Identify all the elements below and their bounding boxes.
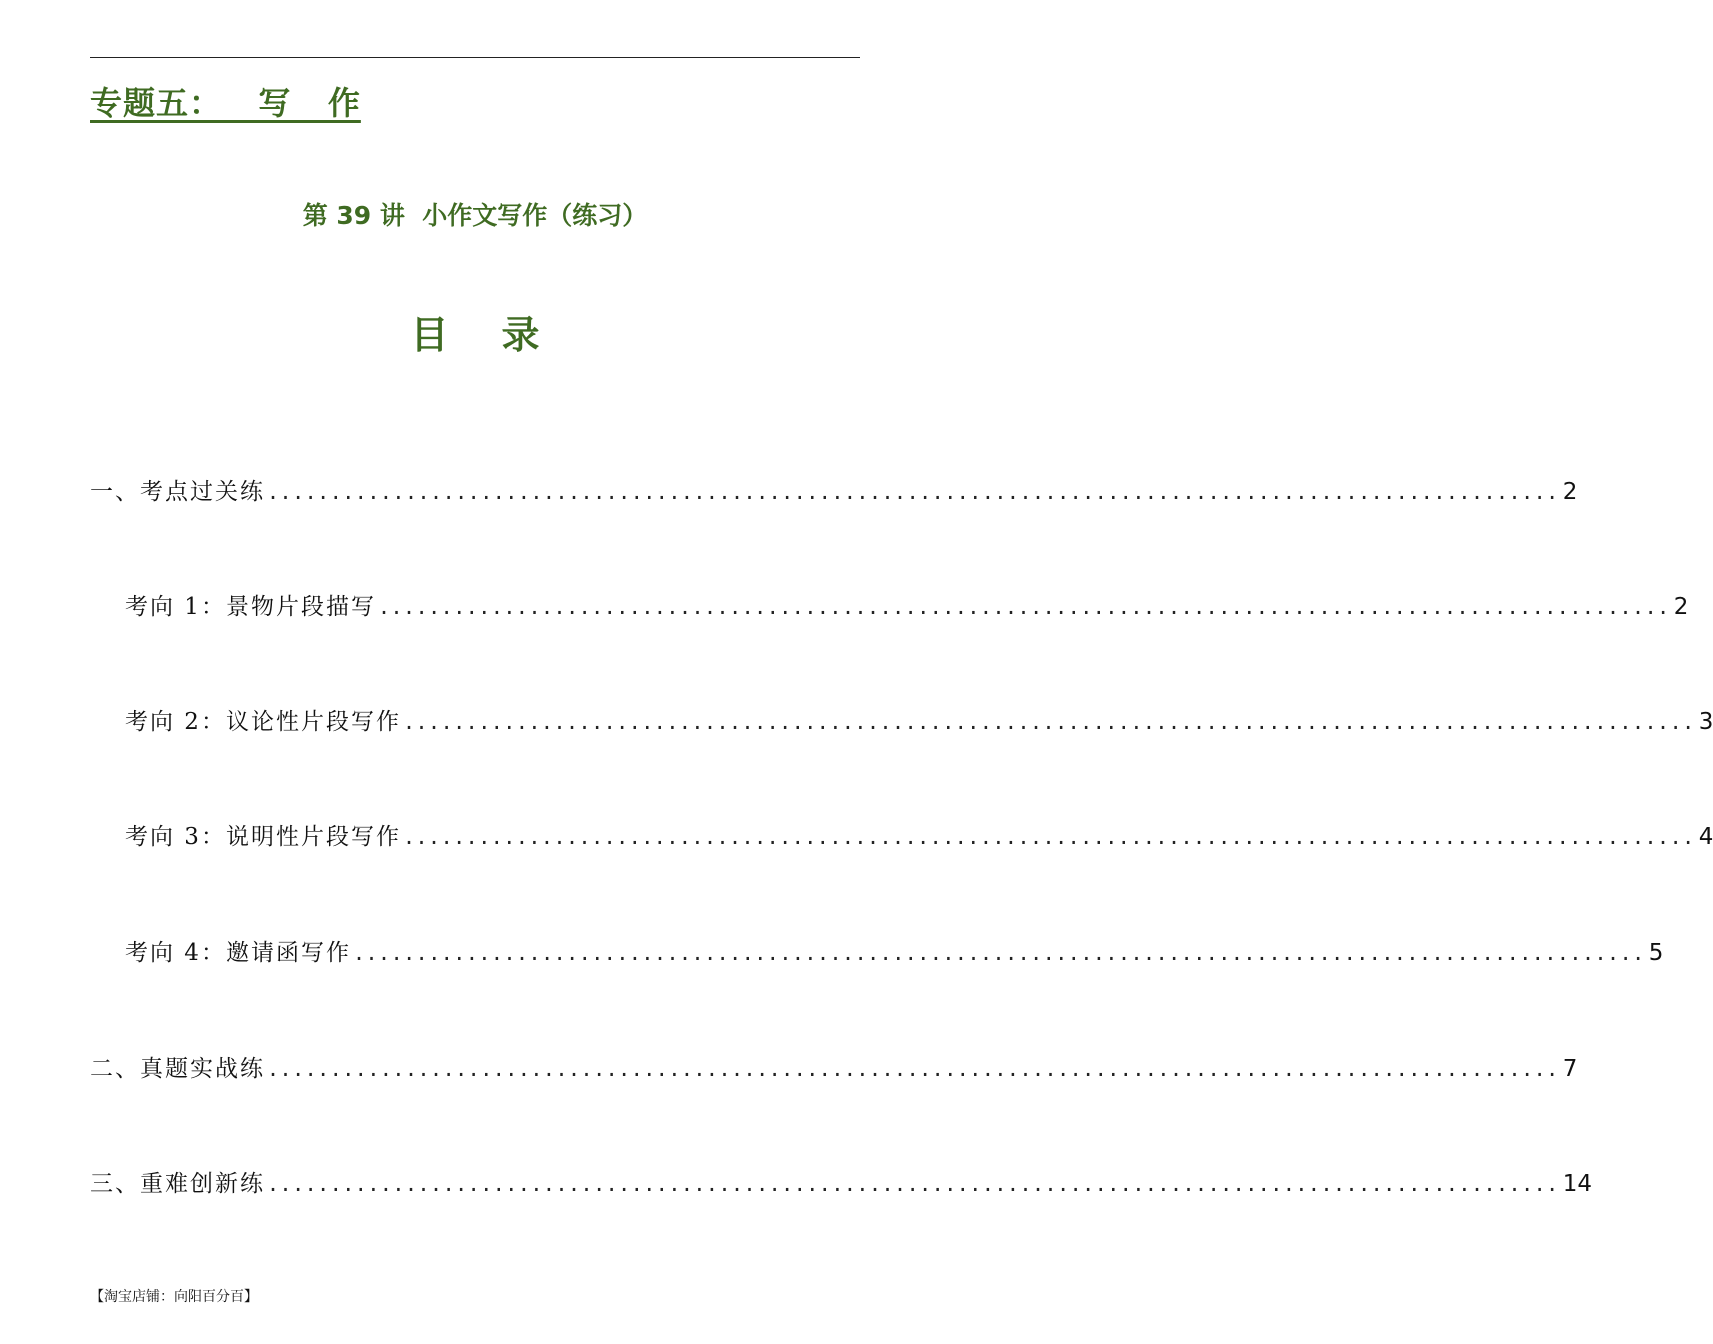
toc-entry-label: 考向 3：说明性片段写作: [125, 824, 401, 850]
toc-entry[interactable]: [125, 592, 1689, 622]
toc-entry-label: 三、重难创新练: [90, 1171, 265, 1197]
toc-heading: 目 录: [410, 312, 540, 357]
toc-entry[interactable]: [90, 477, 1578, 507]
toc-dot-leader: .......................................................................................................: [267, 480, 1559, 504]
toc-entry-page: 14: [1562, 1171, 1593, 1197]
toc-entry-page: 4: [1698, 824, 1713, 850]
toc-dot-leader: .......................................................................................................: [402, 825, 1695, 849]
toc-entry-page: 2: [1673, 594, 1689, 620]
toc-entry-label: 一、考点过关练: [90, 479, 265, 505]
toc-entry-label: 二、真题实战练: [90, 1056, 265, 1082]
section-title: 专题五： 写 作: [90, 84, 361, 122]
toc-entry-page: 5: [1648, 940, 1664, 966]
toc-entry-label: 考向 1：景物片段描写: [125, 594, 376, 620]
toc-entry-page: 3: [1698, 709, 1713, 735]
toc-entry[interactable]: [125, 938, 1664, 968]
toc-entry-page: 7: [1562, 1056, 1578, 1082]
toc-entry-page: 2: [1562, 479, 1578, 505]
toc-entry-label: 考向 4：邀请函写作: [125, 940, 351, 966]
toc-entry[interactable]: [125, 707, 1713, 737]
toc-entry[interactable]: [125, 822, 1713, 852]
lecture-title: 第 39 讲 小作文写作（练习）: [302, 201, 648, 230]
toc-dot-leader: .......................................................................................................: [267, 1172, 1559, 1196]
footer-shop-note: 【淘宝店铺：向阳百分百】: [90, 1289, 258, 1305]
toc-entry[interactable]: [90, 1169, 1593, 1199]
toc-dot-leader: .......................................................................................................: [352, 941, 1645, 965]
toc-dot-leader: .......................................................................................................: [377, 595, 1670, 619]
toc-dot-leader: .......................................................................................................: [267, 1057, 1559, 1081]
toc-entry-label: 考向 2：议论性片段写作: [125, 709, 401, 735]
toc-dot-leader: .......................................................................................................: [402, 710, 1695, 734]
toc-entry[interactable]: [90, 1054, 1578, 1084]
